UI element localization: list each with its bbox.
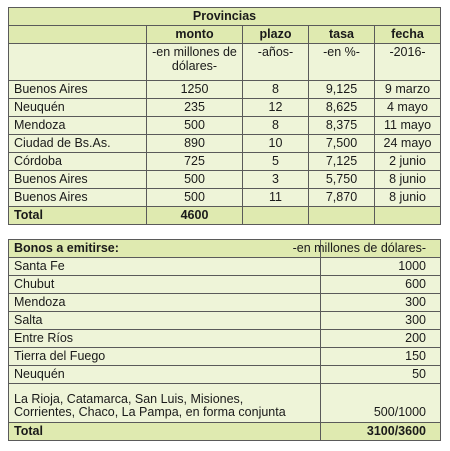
list-item: [9, 330, 441, 348]
table-row: [9, 153, 441, 171]
empty-subheader-cell: [9, 44, 147, 81]
row-fecha: 8 junio: [375, 189, 441, 207]
list-item: [9, 258, 441, 276]
joint-line-1: La Rioja, Catamarca, San Luis, Misiones,: [14, 391, 244, 406]
empty-cell: [375, 207, 441, 225]
table-row: [9, 99, 441, 117]
table-row: [9, 117, 441, 135]
bono-value: 1000: [321, 258, 441, 276]
joint-provinces: [9, 384, 321, 423]
total-value: 4600: [147, 207, 243, 225]
row-monto: 890: [147, 135, 243, 153]
row-fecha: 4 mayo: [375, 99, 441, 117]
row-fecha: 11 mayo: [375, 117, 441, 135]
list-item: [9, 366, 441, 384]
subheader-tasa: -en %-: [309, 44, 375, 81]
row-fecha: 8 junio: [375, 171, 441, 189]
joint-value: 500/1000: [321, 384, 441, 423]
row-fecha: 2 junio: [375, 153, 441, 171]
bono-name: Neuquén: [9, 366, 321, 384]
row-name: Neuquén: [9, 99, 147, 117]
row-monto: 500: [147, 189, 243, 207]
bonos-total-row: [9, 423, 441, 441]
provincias-title: Provincias: [9, 8, 441, 26]
bono-value: 150: [321, 348, 441, 366]
row-fecha: 24 mayo: [375, 135, 441, 153]
bonos-table: [8, 239, 441, 441]
bono-value: 600: [321, 276, 441, 294]
joint-line-2: Corrientes, Chaco, La Pampa, en forma conjunta: [14, 405, 286, 420]
bonos-total-label: Total: [9, 423, 321, 441]
bono-value: 300: [321, 294, 441, 312]
empty-header-cell: [9, 26, 147, 44]
list-item: [9, 312, 441, 330]
empty-cell: [243, 207, 309, 225]
subheader-monto: -en millones de dólares-: [147, 44, 243, 81]
row-plazo: 8: [243, 81, 309, 99]
row-monto: 235: [147, 99, 243, 117]
row-name: Buenos Aires: [9, 81, 147, 99]
row-tasa: 7,125: [309, 153, 375, 171]
row-tasa: 7,870: [309, 189, 375, 207]
row-plazo: 10: [243, 135, 309, 153]
row-name: Mendoza: [9, 117, 147, 135]
header-plazo: plazo: [243, 26, 309, 44]
subheader-row: [9, 44, 441, 81]
row-tasa: 9,125: [309, 81, 375, 99]
row-fecha: 9 marzo: [375, 81, 441, 99]
provincias-title-row: [9, 8, 441, 26]
bonos-unit: -en millones de dólares-: [321, 240, 441, 258]
empty-cell: [309, 207, 375, 225]
table-row: [9, 81, 441, 99]
total-label: Total: [9, 207, 147, 225]
subheader-plazo: -años-: [243, 44, 309, 81]
header-fecha: fecha: [375, 26, 441, 44]
bonos-title-row: [9, 240, 441, 258]
row-monto: 1250: [147, 81, 243, 99]
row-name: Buenos Aires: [9, 189, 147, 207]
bono-name: Entre Ríos: [9, 330, 321, 348]
row-monto: 500: [147, 117, 243, 135]
table-row: [9, 135, 441, 153]
bono-name: Chubut: [9, 276, 321, 294]
total-row: [9, 207, 441, 225]
provincias-table: [8, 7, 441, 225]
row-plazo: 5: [243, 153, 309, 171]
row-monto: 500: [147, 171, 243, 189]
header-monto: monto: [147, 26, 243, 44]
bono-name: Santa Fe: [9, 258, 321, 276]
row-tasa: 5,750: [309, 171, 375, 189]
bono-name: Mendoza: [9, 294, 321, 312]
list-item: [9, 348, 441, 366]
list-item: [9, 294, 441, 312]
subheader-fecha: -2016-: [375, 44, 441, 81]
bono-value: 200: [321, 330, 441, 348]
row-plazo: 3: [243, 171, 309, 189]
header-tasa: tasa: [309, 26, 375, 44]
row-name: Córdoba: [9, 153, 147, 171]
row-name: Ciudad de Bs.As.: [9, 135, 147, 153]
row-plazo: 11: [243, 189, 309, 207]
row-tasa: 8,375: [309, 117, 375, 135]
column-header-row: [9, 26, 441, 44]
bonos-title: Bonos a emitirse:: [9, 240, 321, 258]
row-name: Buenos Aires: [9, 171, 147, 189]
list-item: [9, 276, 441, 294]
table-row: [9, 171, 441, 189]
bono-value: 300: [321, 312, 441, 330]
bono-name: Tierra del Fuego: [9, 348, 321, 366]
bono-name: Salta: [9, 312, 321, 330]
row-plazo: 12: [243, 99, 309, 117]
row-tasa: 8,625: [309, 99, 375, 117]
row-monto: 725: [147, 153, 243, 171]
joint-row: [9, 384, 441, 423]
bonos-total-value: 3100/3600: [321, 423, 441, 441]
table-row: [9, 189, 441, 207]
bono-value: 50: [321, 366, 441, 384]
row-tasa: 7,500: [309, 135, 375, 153]
row-plazo: 8: [243, 117, 309, 135]
